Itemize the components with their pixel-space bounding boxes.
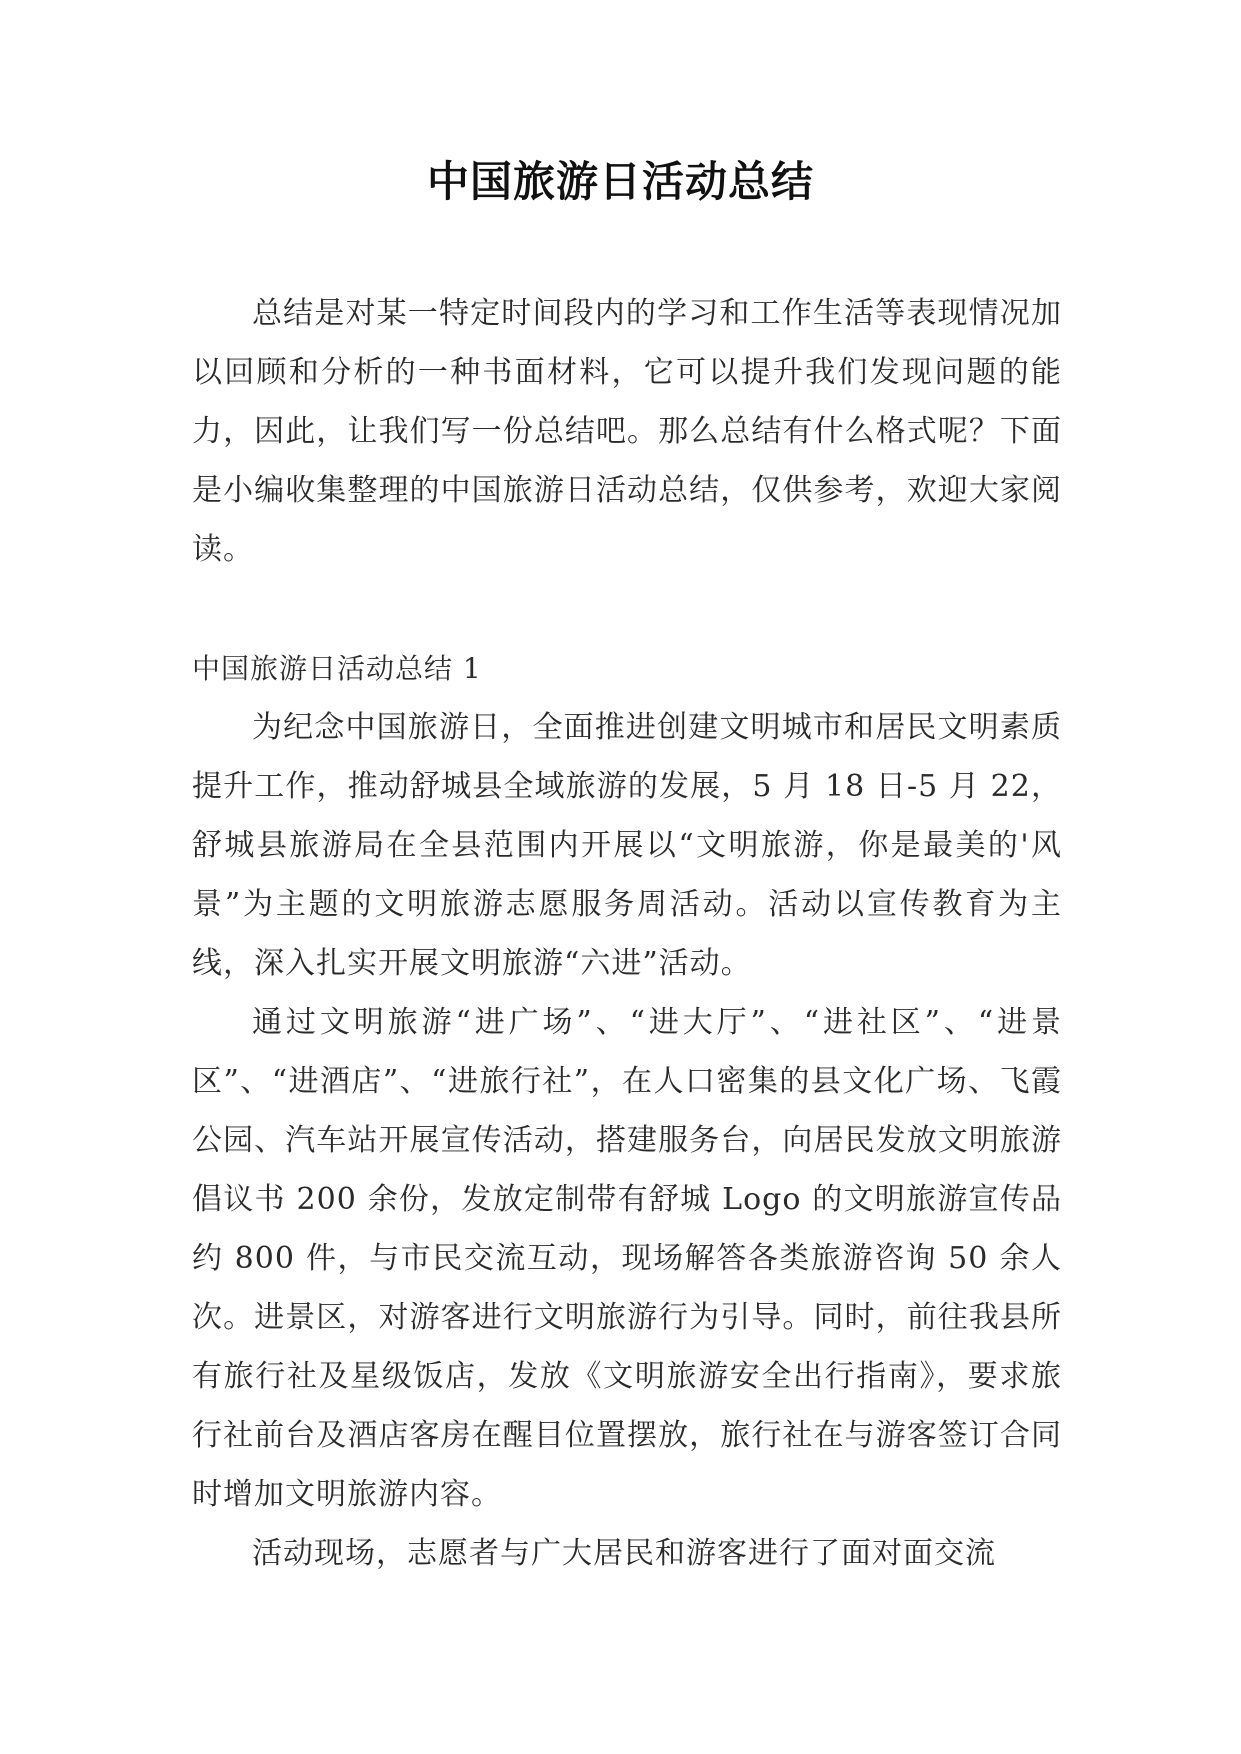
page-title: 中国旅游日活动总结 xyxy=(426,157,814,206)
intro-paragraph: 总结是对某一特定时间段内的学习和工作生活等表现情况加以回顾和分析的一种书面材料，它可以提升我们发现问题的能力，因此，让我们写一份总结吧。那么总结有什么格式呢？下面是小编收集整理的中国旅游日活动总结，仅供参考，欢迎大家阅读。 xyxy=(192,296,1062,567)
section-heading: 中国旅游日活动总结 1 xyxy=(192,652,482,685)
body-paragraph-1: 为纪念中国旅游日，全面推进创建文明城市和居民文明素质提升工作，推动舒城县全域旅游的发展，5 月 18 日-5 月 22，舒城县旅游局在全县范围内开展以“文明旅游，你是最美的'风景”为主题的文明旅游志愿服务周活动。活动以宣传教育为主线，深入扎实开展文明旅游“六进”活动。 xyxy=(192,710,1062,981)
paragraph-spacer xyxy=(192,579,1062,639)
body-paragraph-3: 活动现场，志愿者与广大居民和游客进行了面对面交流 xyxy=(252,1536,996,1571)
body-paragraph-2: 通过文明旅游“进广场”、“进大厅”、“进社区”、“进景区”、“进酒店”、“进旅行社”，在人口密集的县文化广场、飞霞公园、汽车站开展宣传活动，搭建服务台，向居民发放文明旅游倡议书 200 余份，发放定制带有舒城 Logo 的文明旅游宣传品约 800 件，与市民交流互动，现场解答各类旅游咨询 50 余人次。进景区，对游客进行文明旅游行为引导。同时，前往我县所有旅行社及星级饭店，发放《文明旅游安全出行指南》，要求旅行社前台及酒店客房在醒目位置摆放，旅行社在与游客签订合同时增加文明旅游内容。 xyxy=(192,1005,1062,1512)
document-body xyxy=(192,284,1062,1583)
